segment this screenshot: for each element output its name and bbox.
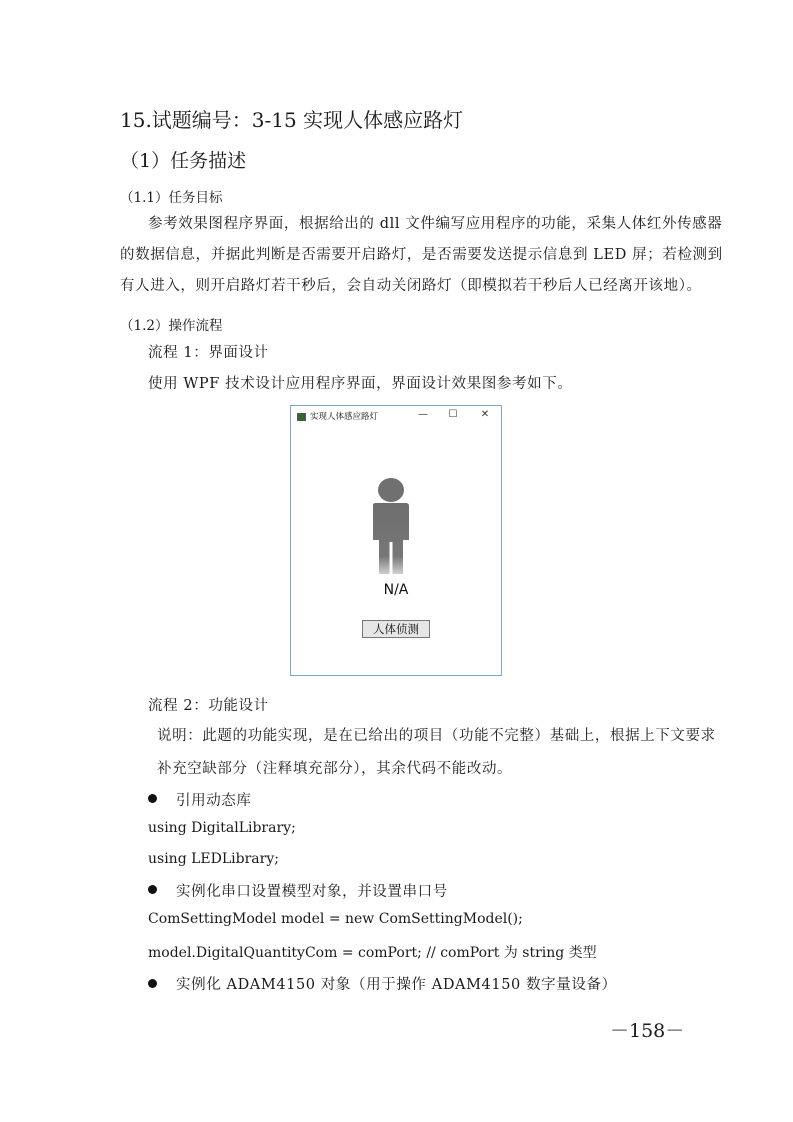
section-title: （1）任务描述 [120, 150, 247, 172]
bullet-text: 实例化串口设置模型对象，并设置串口号 [176, 884, 448, 900]
close-button[interactable]: ✕ [480, 409, 490, 420]
bullet-icon [148, 979, 157, 988]
detection-status: N/A [383, 582, 409, 598]
subsection-task-goal: （1.1）任务目标 [120, 190, 223, 206]
page-number: －158－ [610, 1020, 685, 1042]
maximize-button[interactable]: ☐ [448, 409, 458, 420]
window-app-icon [297, 413, 306, 421]
detect-button[interactable]: 人体侦测 [362, 620, 430, 638]
subsection-operation-flow: （1.2）操作流程 [120, 318, 223, 334]
bullet-icon [148, 794, 157, 803]
note-line: 补充空缺部分（注释填充部分），其余代码不能改动。 [157, 761, 513, 777]
app-window-screenshot [290, 405, 502, 676]
code-line: using DigitalLibrary; [148, 820, 296, 836]
code-line: using LEDLibrary; [148, 851, 279, 867]
flow-2-title: 流程 2：功能设计 [148, 698, 269, 714]
bullet-text: 实例化 ADAM4150 对象（用于操作 ADAM4150 数字量设备） [176, 977, 617, 993]
code-line: model.DigitalQuantityCom = comPort; // comPort 为 string 类型 [148, 945, 597, 961]
minimize-button[interactable]: — [418, 409, 428, 420]
paragraph-line: 的数据信息，并据此判断是否需要开启路灯，是否需要发送提示信息到 LED 屏；若检测到 [120, 247, 723, 263]
person-icon [365, 478, 417, 574]
code-line: ComSettingModel model = new ComSettingModel(); [148, 911, 523, 927]
window-title: 实现人体感应路灯 [310, 412, 379, 422]
note-line: 说明：此题的功能实现，是在已给出的项目（功能不完整）基础上，根据上下文要求 [157, 728, 716, 744]
flow-1-description: 使用 WPF 技术设计应用程序界面，界面设计效果图参考如下。 [148, 376, 573, 392]
bullet-icon [148, 885, 157, 894]
bullet-text: 引用动态库 [176, 793, 252, 809]
paragraph-line: 参考效果图程序界面，根据给出的 dll 文件编写应用程序的功能，采集人体红外传感器 [148, 216, 723, 232]
flow-1-title: 流程 1：界面设计 [148, 345, 269, 361]
paragraph-line: 有人进入，则开启路灯若干秒后，会自动关闭路灯（即模拟若干秒后人已经离开该地）。 [120, 278, 702, 294]
page-heading: 15.试题编号：3-15 实现人体感应路灯 [120, 108, 464, 132]
